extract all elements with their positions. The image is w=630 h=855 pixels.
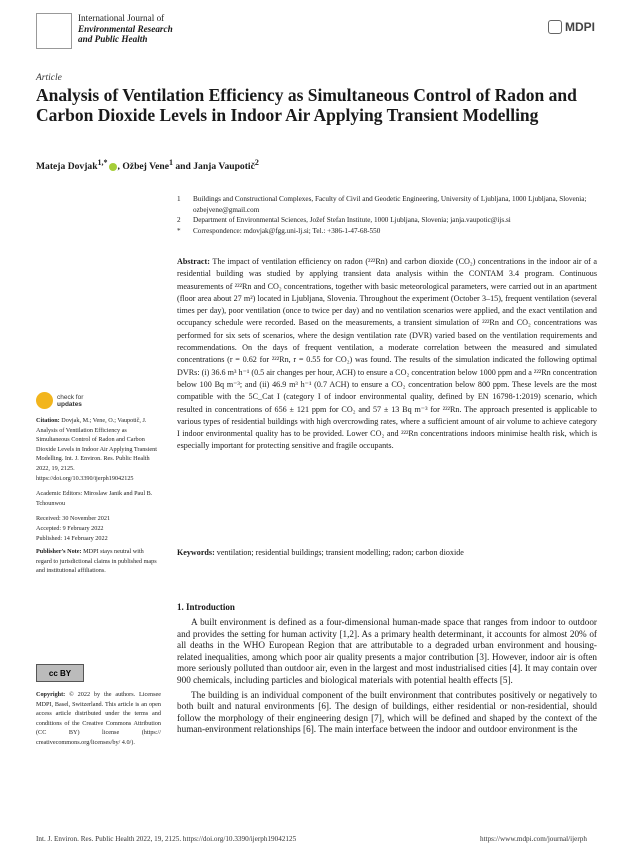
check-for-updates-button[interactable]: [36, 392, 83, 409]
introduction-body: [177, 617, 597, 739]
journal-logo: [36, 13, 72, 49]
citation-label: Citation:: [36, 417, 60, 424]
paragraph: The building is an individual component of the built environment that contributes positively or negatively to both built and natural environments [6]. The design of buildings, either residential or non-residential, should follow the morphology of their engineering design [7], which will be defined and shaped by the context of the human-environment relationships [6]. The main interface between the indoor and outdoor environment is the: [177, 689, 597, 735]
copyright-notice: [36, 690, 161, 748]
affiliation-number: 1: [177, 195, 181, 203]
author-separator: ,: [117, 161, 123, 173]
check-updates-line1: check for: [57, 393, 84, 401]
mdpi-logo[interactable]: [548, 20, 595, 34]
keywords: [177, 548, 597, 557]
affiliation-item: [177, 194, 597, 215]
keywords-text: ventilation; residential buildings; transient modelling; radon; carbon dioxide: [216, 548, 464, 557]
affiliations: [177, 194, 597, 236]
journal-name-line3: and Public Health: [78, 34, 148, 44]
cc-by-license-logo[interactable]: cc BY: [36, 664, 84, 682]
affiliation-item: [177, 226, 597, 237]
affiliation-text: Correspondence: mdovjak@fgg.uni-lj.si; Tel.: +386-1-47-68-550: [193, 226, 381, 235]
author-name[interactable]: Ožbej Vene: [122, 161, 169, 173]
abstract-label: Abstract:: [177, 257, 210, 266]
affiliation-number: 2: [177, 216, 181, 224]
footer-journal-link[interactable]: https://www.mdpi.com/journal/ijerph: [480, 835, 587, 843]
dates: [36, 514, 161, 543]
author-affil-sup: 1,*: [97, 158, 108, 167]
section-heading: 1. Introduction: [177, 602, 235, 612]
check-updates-icon: [36, 392, 53, 409]
article-type: Article: [36, 73, 62, 83]
author-separator: and: [172, 161, 194, 173]
publisher-note: [36, 547, 161, 576]
published-date: Published: 14 February 2022: [36, 534, 108, 542]
citation: [36, 416, 161, 483]
check-updates-text: [57, 394, 83, 408]
affiliation-number: *: [177, 226, 181, 235]
journal-name: [78, 13, 238, 45]
publisher-note-label: Publisher's Note:: [36, 548, 82, 556]
copyright-text: © 2022 by the authors. Licensee MDPI, Basel, Switzerland. This article is an open access article distributed under the terms and conditions of the Creative Commons Attribution (CC BY) license (https:// creativecommons.org/licenses/by/ 4.0/).: [36, 691, 161, 746]
copyright-label: Copyright:: [36, 691, 66, 698]
abstract-text: The impact of ventilation efficiency on radon (²²²Rn) and carbon dioxide (CO₂) concentrations in the indoor air of a residential building was studied by applying transient data analysis within the CONTAM 3.4 program. Continuous measurements of ²²²Rn and CO₂ concentrations, together with basic meteorological parameters, were carried out in an apartment (floor area about 27 m²) located in Ljubljana, Slovenia. Throughout the experiment (October 3–15), frequent ventilation (several times per day), poor ventilation (once to twice per day) and no ventilation scenarios were applied, and the exact ventilation and occupancy schedule were recorded. Based on the measurements, a transient simulation of ²²²Rn and CO₂ concentrations was performed for six sets of scenarios, where the design ventilation rate (DVR) varied based on the ventilation requirements and recommendations. On the days of frequent ventilation, a moderate correlation between the measured and simulated concentrations (r = 0.62 for ²²²Rn, r = 0.55 for CO₂) was found. The results of the simulation indicated the following optimal DVRs: (i) 36.6 m³ h⁻¹ (0.5 air changes per hour, ACH) to ensure a CO₂ concentration below 1000 ppm and a ²²²Rn concentration below 100 Bq m⁻³; and (ii) 46.9 m³ h⁻¹ (0.7 ACH) to ensure a CO₂ concentration below 800 ppm. These levels are the most compatible with the 5C_Cat I (category I of indoor environmental quality, defined by EN 16798-1:2019) scenario, which resulted in concentrations of 656 ± 121 ppm for CO₂ and 57 ± 13 Bq m⁻³ for ²²²Rn. The approach presented is applicable to various types of residential buildings with high overcrowding rates, where a sufficient amount of air volume to achieve category I indoor environmental quality has to be provided. Lower CO₂ and ²²²Rn concentrations indoors minimise health risk, which is especially important for protecting sensitive and fragile occupants.: [177, 257, 598, 451]
keywords-label: Keywords:: [177, 548, 215, 557]
orcid-icon[interactable]: [109, 163, 117, 171]
author-affil-sup: 1: [168, 158, 173, 167]
check-updates-line2: updates: [57, 400, 82, 408]
article-title: Analysis of Ventilation Efficiency as Simultaneous Control of Radon and Carbon Dioxide Levels in Indoor Air Applying Transient Modelling: [36, 85, 577, 125]
citation-text: Dovjak, M.; Vene, O.; Vaupotič, J. Analysis of Ventilation Efficiency as Simultaneous Control of Radon and Carbon Dioxide Levels in Indoor Air Applying Transient Modelling. Int. J. Environ. Res. Public Health 2022, 19, 2125. https://doi.org/10.3390/ijerph19042125: [36, 417, 157, 482]
academic-editors: Academic Editors: Miroslaw Janik and Paul B. Tchounwou: [36, 490, 153, 507]
footer-citation[interactable]: Int. J. Environ. Res. Public Health 2022, 19, 2125. https://doi.org/10.3390/ijerph19042125: [36, 835, 297, 843]
author-list: [36, 158, 259, 172]
author-affil-sup: 2: [254, 158, 259, 167]
affiliation-item: [177, 215, 597, 226]
accepted-date: Accepted: 9 February 2022: [36, 524, 104, 532]
mdpi-hex-icon: [548, 20, 562, 34]
paragraph: A built environment is defined as a four-dimensional human-made space that ranges from indoor to outdoor and provides the setting for human activity [1,2]. As a primary health determinant, it accounts for almost 20% of all deaths in the WHO European Region that are attributable to a degraded urban environment and housing-related inequalities, among which poor air quality presents a major contribution [3]. However, indoor air is often more seriously polluted than outdoor air, even in the largest and most industrialised cities [4]. It may contain over 900 chemicals, including particles and biological materials with potential health effects [5].: [177, 617, 597, 685]
journal-name-line1: International Journal of: [78, 13, 165, 23]
abstract: [177, 256, 597, 453]
author-name[interactable]: Mateja Dovjak: [36, 161, 98, 173]
affiliation-text: Buildings and Constructional Complexes, Faculty of Civil and Geodetic Engineering, University of Ljubljana, 1000 Ljubljana, Slovenia; ozbejvene@gmail.com: [193, 195, 587, 214]
affiliation-text: Department of Environmental Sciences, Jožef Stefan Institute, 1000 Ljubljana, Slovenia; janja.vaupotic@ijs.si: [193, 216, 511, 224]
mdpi-logo-text: MDPI: [565, 20, 595, 34]
sidebar-info: [36, 416, 161, 582]
author-name[interactable]: Janja Vaupotič: [193, 161, 255, 173]
journal-name-line2: Environmental Research: [78, 23, 173, 34]
publisher-note-text: MDPI stays neutral with regard to jurisdictional claims in published maps and institutional affiliations.: [36, 548, 157, 575]
received-date: Received: 30 November 2021: [36, 515, 111, 523]
